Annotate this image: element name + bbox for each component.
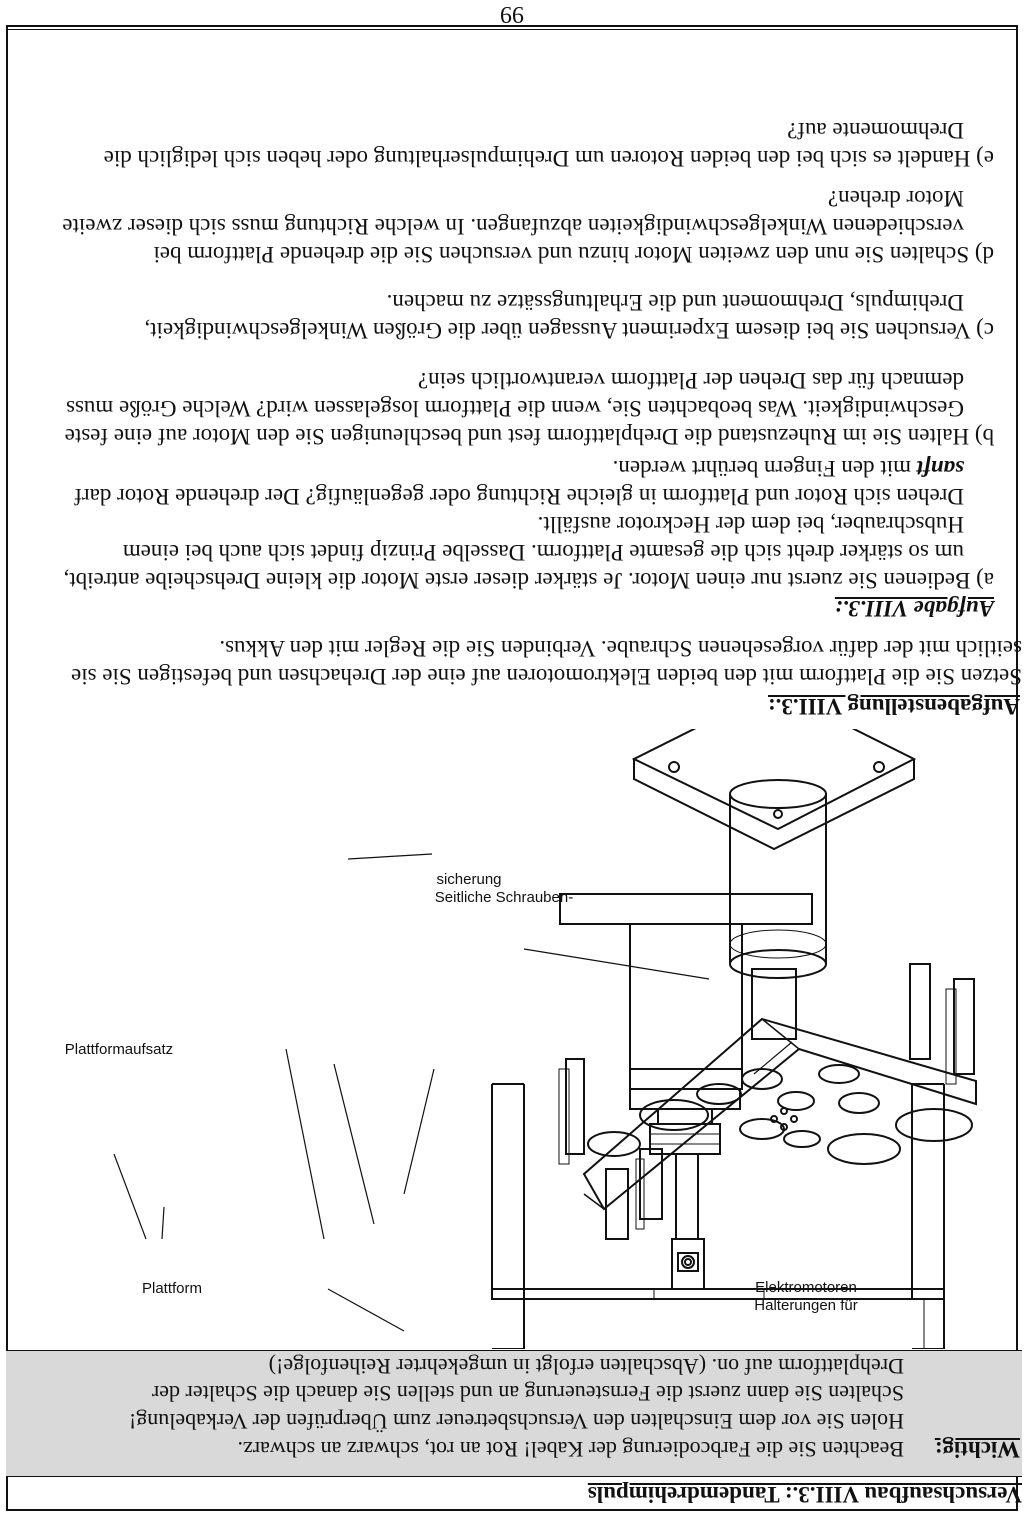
page-heading: Versuchsaufbau VIII.3.: Tandemdrehimpuls <box>587 1482 1022 1507</box>
label-schraubensicherung-2: sicherung <box>436 871 502 888</box>
task-a-line-rest: mit den Fingern berührt werden. <box>612 456 917 481</box>
task-d-line: Motor drehen? <box>827 186 964 211</box>
important-notice-box <box>6 1350 1022 1477</box>
task-c-line: c) Versuchen Sie bei diesem Experiment Aussagen über die Größen Winkelgeschwindigkeit, <box>144 318 994 343</box>
page-number: 99 <box>500 1 524 27</box>
task-a-line: Hubschrauber, bei dem der Heckrotor ausfällt. <box>537 512 964 537</box>
setup-line: seitlich mit der dafür vorgesehenen Schraube. Verbinden Sie die Regler mit den Akkus. <box>219 636 1022 661</box>
emphasis-word: sanft <box>916 456 964 481</box>
label-plattformaufsatz: Plattformaufsatz <box>64 1041 174 1058</box>
task-e-line: e) Handelt es sich bei den beiden Rotoren um Drehimpulserhaltung oder heben sich lediglich die <box>103 146 994 171</box>
task-a-line <box>613 455 964 481</box>
task-d-line: verschiedenen Winkelgeschwindigkeiten abzufangen. In welche Richtung muss sich dieser zweite <box>62 214 964 239</box>
task-b-line: demnach für das Drehen der Plattform verantwortlich sein? <box>417 368 964 393</box>
label-plattform: Plattform <box>141 1280 203 1297</box>
apparatus-figure <box>0 729 1024 1349</box>
side-view-drawing <box>492 894 944 1349</box>
isometric-view-drawing <box>559 729 976 1239</box>
task-b-line: b) Halten Sie im Ruhezustand die Drehplattform fest und beschleunigen Sie den Motor auf eine feste <box>64 424 994 449</box>
setup-line: Setzen Sie die Plattform mit den beiden Elektromotoren auf eine der Drehachsen und befestigen Sie sie <box>70 664 1022 689</box>
task-title: Aufgabe VIII.3.: <box>834 596 994 621</box>
figure-labels <box>65 871 858 1314</box>
notice-line: Drehplattform auf on. (Abschalten erfolgt in umgekehrter Reihenfolge!) <box>268 1354 904 1379</box>
setup-title: Aufgabenstellung VIII.3.: <box>768 694 1020 719</box>
task-e-line: Drehmomente auf? <box>787 118 964 143</box>
label-schraubensicherung-1: Seitliche Schrauben- <box>434 889 574 906</box>
label-halterungen-1: Halterungen für <box>754 1297 858 1314</box>
footer-rule <box>6 29 1018 30</box>
task-a-line: um so stärker dreht sich die gesamte Plattform. Dasselbe Prinzip findet sich auch bei einem <box>122 540 964 565</box>
notice-label: Wichtig: <box>934 1437 1020 1462</box>
task-a-line: Drehen sich Rotor und Plattform in gleiche Richtung oder gegenläufig? Der drehende Rotor darf <box>74 484 964 509</box>
label-halterungen-2: Elektromotoren <box>755 1279 857 1296</box>
notice-line: Holen Sie vor dem Einschalten den Versuchsbetreuer zum Überprüfen der Verkabelung! <box>128 1409 904 1434</box>
task-d-line: d) Schalten Sie nun den zweiten Motor hinzu und versuchen Sie die drehende Plattform bei <box>153 242 994 267</box>
notice-line: Beachten Sie die Farbcodierung der Kabel! Rot an rot, schwarz an schwarz. <box>237 1437 904 1462</box>
notice-line: Schalten Sie dann zuerst die Fernsteuerung an und stellen Sie danach die Schalter der <box>151 1381 904 1406</box>
task-c-line: Drehimpuls, Drehmoment und die Erhaltungssätze zu machen. <box>386 290 964 315</box>
task-a-line: a) Bedienen Sie zuerst nur einen Motor. Je stärker dieser erste Motor die kleine Drehscheibe antreibt, <box>63 568 994 593</box>
task-b-line: Geschwindigkeit. Was beobachten Sie, wenn die Plattform losgelassen wird? Welche Größe muss <box>66 396 964 421</box>
